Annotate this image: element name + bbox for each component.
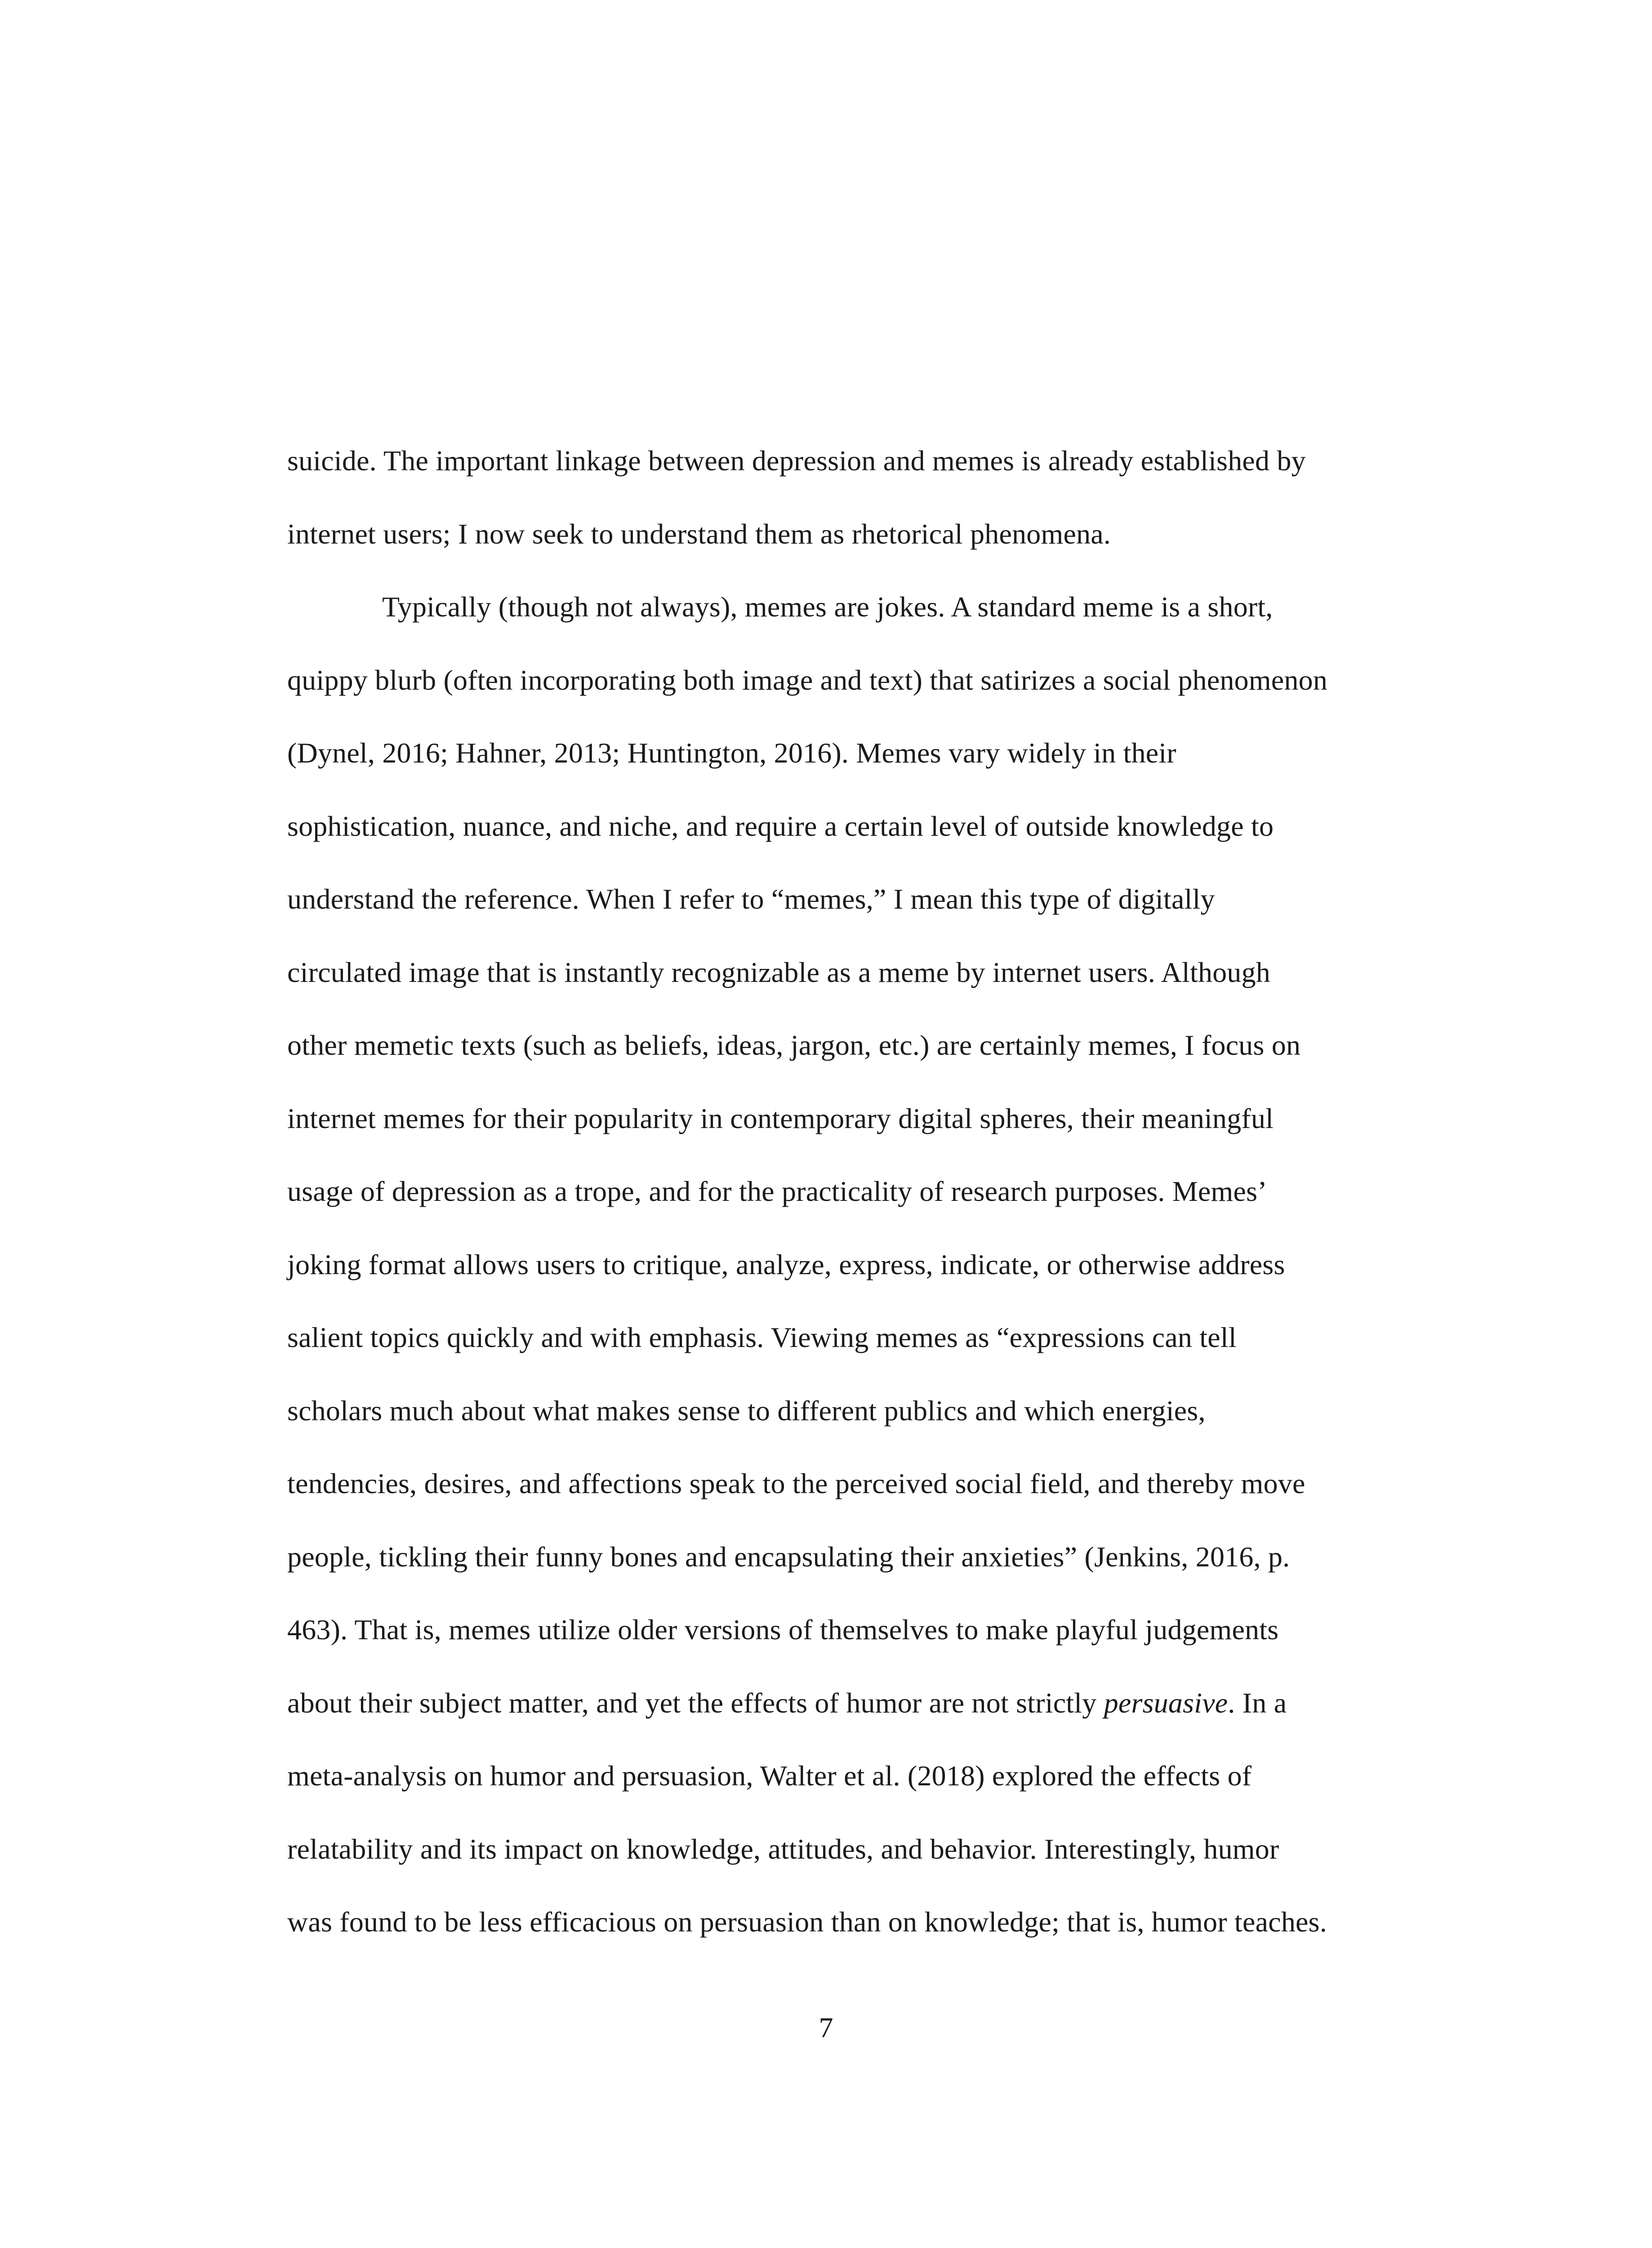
body-line-18 [287,1685,1447,1721]
body-line-15: tendencies, desires, and affections speak to the perceived social field, and thereby move [287,1467,1305,1499]
emphasis-persuasive: persuasive [1104,1687,1228,1719]
body-line-10: internet memes for their popularity in contemporary digital spheres, their meaningful [287,1102,1274,1134]
body-line-20: relatability and its impact on knowledge, attitudes, and behavior. Interestingly, humor [287,1833,1279,1865]
body-line-19: meta-analysis on humor and persuasion, Walter et al. (2018) explored the effects of [287,1760,1252,1792]
body-line-2: internet users; I now seek to understand them as rhetorical phenomena. [287,518,1111,550]
body-line-18-tail: . In a [1228,1687,1287,1719]
body-line-12: joking format allows users to critique, analyze, express, indicate, or otherwise address [287,1249,1285,1280]
body-line-6: sophistication, nuance, and niche, and require a certain level of outside knowledge to [287,810,1274,842]
body-line-11: usage of depression as a trope, and for the practicality of research purposes. Memes’ [287,1175,1267,1207]
body-line-5: (Dynel, 2016; Hahner, 2013; Huntington, 2016). Memes vary widely in their [287,737,1176,769]
page-number: 7 [819,2012,833,2043]
body-line-17: 463). That is, memes utilize older versions of themselves to make playful judgements [287,1614,1279,1646]
body-line-9: other memetic texts (such as beliefs, ideas, jargon, etc.) are certainly memes, I focus on [287,1029,1301,1061]
body-line-3-paragraph-start: Typically (though not always), memes are jokes. A standard meme is a short, [382,591,1273,623]
body-line-14: scholars much about what makes sense to different publics and which energies, [287,1395,1206,1427]
body-line-21: was found to be less efficacious on persuasion than on knowledge; that is, humor teaches. [287,1906,1327,1938]
body-line-1: suicide. The important linkage between depression and memes is already established by [287,445,1306,477]
body-line-18-text: about their subject matter, and yet the effects of humor are not strictly [287,1687,1104,1719]
body-line-13: salient topics quickly and with emphasis. Viewing memes as “expressions can tell [287,1321,1237,1353]
body-line-8: circulated image that is instantly recognizable as a meme by internet users. Although [287,956,1270,988]
body-line-16: people, tickling their funny bones and encapsulating their anxieties” (Jenkins, 2016, p. [287,1541,1290,1573]
body-line-4: quippy blurb (often incorporating both image and text) that satirizes a social phenomenon [287,664,1328,696]
body-line-7: understand the reference. When I refer to “memes,” I mean this type of digitally [287,883,1215,915]
